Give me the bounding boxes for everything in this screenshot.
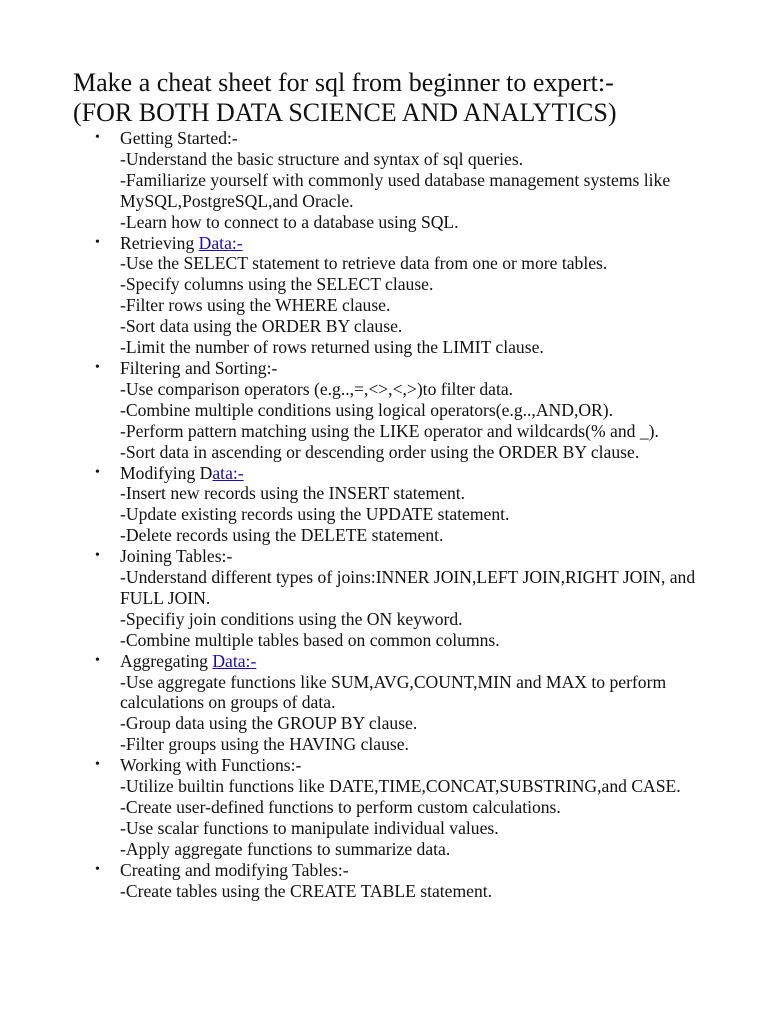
section-heading-text: Creating and modifying Tables:- xyxy=(120,859,349,880)
section-heading xyxy=(120,463,713,484)
section-heading-text: Retrieving xyxy=(120,232,199,253)
section-item xyxy=(73,358,713,463)
section-list xyxy=(73,128,713,902)
section-line: -Filter rows using the WHERE clause. xyxy=(120,295,391,316)
section-line: -Insert new records using the INSERT statement. xyxy=(120,483,466,504)
section-line: -Filter groups using the HAVING clause. xyxy=(120,734,409,755)
section-heading-text: Working with Functions:- xyxy=(120,755,302,776)
section-line: -Understand different types of joins:INNER JOIN,LEFT JOIN,RIGHT JOIN, and FULL JOIN. xyxy=(120,567,696,608)
section-line: -Sort data in ascending or descending order using the ORDER BY clause. xyxy=(120,441,640,462)
section-line: -Create tables using the CREATE TABLE statement. xyxy=(120,880,493,901)
section-line: -Utilize builtin functions like DATE,TIME,CONCAT,SUBSTRING,and CASE. xyxy=(120,776,681,797)
bullet-icon: • xyxy=(95,861,100,877)
section-heading-text: Modifying D xyxy=(120,462,213,483)
section-line: -Use scalar functions to manipulate individual values. xyxy=(120,817,499,838)
section-heading-text: Filtering and Sorting:- xyxy=(120,357,278,378)
bullet-icon: • xyxy=(95,757,100,773)
section-item xyxy=(73,651,713,756)
section-heading xyxy=(120,358,713,379)
section-line: -Specifiy join conditions using the ON keyword. xyxy=(120,608,463,629)
bullet-icon: • xyxy=(95,359,100,375)
bullet-icon: • xyxy=(95,652,100,668)
section-line: -Limit the number of rows returned using the LIMIT clause. xyxy=(120,337,544,358)
section-heading-text: Joining Tables:- xyxy=(120,546,233,567)
section-heading-link[interactable]: Data:- xyxy=(198,232,243,253)
bullet-icon: • xyxy=(95,130,100,145)
section-item xyxy=(73,233,713,358)
section-line: -Understand the basic structure and syntax of sql queries. xyxy=(120,148,524,169)
section-line: -Use aggregate functions like SUM,AVG,COUNT,MIN and MAX to perform calculations on groups of data. xyxy=(120,671,667,713)
section-item xyxy=(73,755,713,860)
section-line: -Familiarize yourself with commonly used database management systems like MySQL,PostgreSQL,and Oracle. xyxy=(120,169,671,211)
section-line: -Learn how to connect to a database using SQL. xyxy=(120,211,459,232)
section-item xyxy=(73,463,713,547)
section-line: -Apply aggregate functions to summarize data. xyxy=(120,838,451,859)
bullet-icon: • xyxy=(95,464,100,480)
section-heading xyxy=(120,755,713,776)
section-heading xyxy=(120,128,713,149)
bullet-icon: • xyxy=(95,234,100,250)
section-item xyxy=(73,128,713,233)
section-line: -Combine multiple conditions using logical operators(e.g..,AND,OR). xyxy=(120,399,614,420)
section-line: -Perform pattern matching using the LIKE operator and wildcards(% and _). xyxy=(120,420,659,441)
bullet-icon: • xyxy=(95,548,100,564)
section-line: -Group data using the GROUP BY clause. xyxy=(120,713,418,734)
document-title xyxy=(73,68,713,128)
section-item xyxy=(73,860,713,902)
section-line: -Create user-defined functions to perform custom calculations. xyxy=(120,797,561,817)
section-line: -Use comparison operators (e.g..,=,<>,<,>)to filter data. xyxy=(120,378,514,399)
section-line: -Use the SELECT statement to retrieve data from one or more tables. xyxy=(120,253,608,274)
section-line: -Delete records using the DELETE statement. xyxy=(120,525,444,546)
section-heading xyxy=(120,546,713,567)
section-heading xyxy=(120,860,713,881)
section-line: -Specify columns using the SELECT clause. xyxy=(120,274,434,295)
section-line: -Update existing records using the UPDATE statement. xyxy=(120,504,510,525)
section-heading-link[interactable]: ata:- xyxy=(212,462,244,483)
section-line: -Sort data using the ORDER BY clause. xyxy=(120,316,403,337)
title-line-2: (FOR BOTH DATA SCIENCE AND ANALYTICS) xyxy=(73,98,617,127)
section-heading-text: Getting Started:- xyxy=(120,128,238,148)
section-line: -Combine multiple tables based on common columns. xyxy=(120,629,500,650)
section-heading-text: Aggregating xyxy=(120,650,213,671)
section-heading xyxy=(120,233,713,254)
document-page xyxy=(73,68,713,902)
section-heading-link[interactable]: Data:- xyxy=(212,650,257,671)
section-heading xyxy=(120,651,713,672)
title-line-1: Make a cheat sheet for sql from beginner to expert:- xyxy=(73,68,614,97)
section-item xyxy=(73,546,713,651)
